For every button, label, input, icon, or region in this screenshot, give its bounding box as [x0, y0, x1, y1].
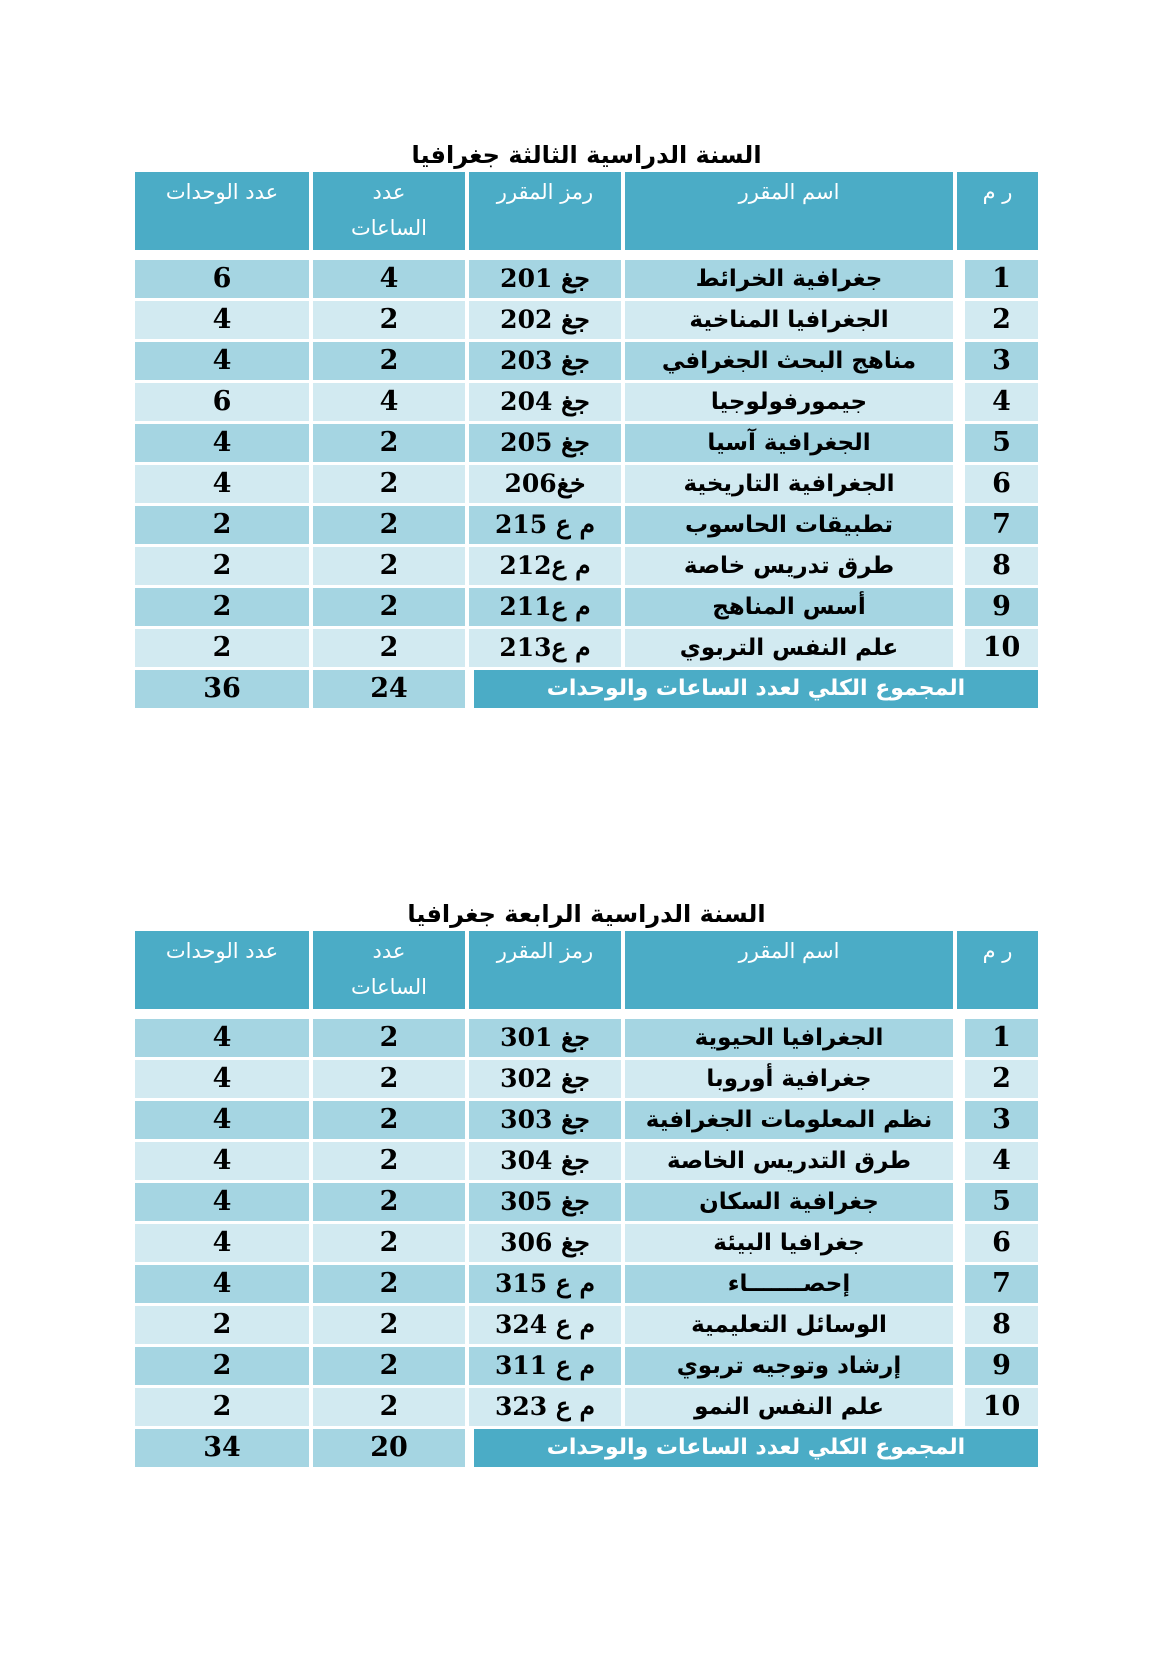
cell-name: الجغرافية آسيا: [625, 424, 953, 462]
header-hours: [313, 172, 465, 250]
cell-num: 1: [965, 260, 1038, 298]
cell-name: إحصـــــــاء: [625, 1265, 953, 1303]
cell-num: 10: [965, 1388, 1038, 1426]
cell-hours: 2: [313, 1347, 465, 1385]
header-num: ر م: [957, 172, 1038, 250]
cell-code: م ع211: [469, 588, 621, 626]
cell-units: 6: [135, 260, 309, 298]
cell-hours: 2: [313, 506, 465, 544]
cell-hours: 2: [313, 301, 465, 339]
cell-name: مناهج البحث الجغرافي: [625, 342, 953, 380]
cell-name: جيمورفولوجيا: [625, 383, 953, 421]
cell-code: جغ 205: [469, 424, 621, 462]
cell-hours: 2: [313, 1306, 465, 1344]
cell-num: 8: [965, 547, 1038, 585]
table-row: [135, 1183, 1038, 1224]
cell-name: أسس المناهج: [625, 588, 953, 626]
cell-hours: 2: [313, 1019, 465, 1057]
cell-name: إرشاد وتوجيه تربوي: [625, 1347, 953, 1385]
cell-units: 4: [135, 465, 309, 503]
cell-units: 6: [135, 383, 309, 421]
header-hours-line2: الساعات: [350, 975, 428, 999]
cell-name: الجغرافيا المناخية: [625, 301, 953, 339]
cell-units: 4: [135, 1265, 309, 1303]
header-units: عدد الوحدات: [135, 172, 309, 250]
table-row: [135, 1101, 1038, 1142]
total-hours: 24: [313, 670, 465, 708]
cell-units: 4: [135, 424, 309, 462]
cell-units: 2: [135, 588, 309, 626]
cell-hours: 2: [313, 1183, 465, 1221]
cell-code: م ع 311: [469, 1347, 621, 1385]
cell-num: 7: [965, 506, 1038, 544]
cell-num: 6: [965, 1224, 1038, 1262]
cell-hours: 2: [313, 342, 465, 380]
cell-name: جغرافية الخرائط: [625, 260, 953, 298]
cell-num: 9: [965, 588, 1038, 626]
table-title: السنة الدراسية الرابعة جغرافيا: [407, 900, 766, 928]
cell-code: جغ 304: [469, 1142, 621, 1180]
cell-code: جغ 301: [469, 1019, 621, 1057]
cell-name: علم النفس التربوي: [625, 629, 953, 667]
table-row: [135, 1142, 1038, 1183]
fourth-year-table: [135, 897, 1038, 1470]
cell-num: 6: [965, 465, 1038, 503]
cell-num: 3: [965, 1101, 1038, 1139]
cell-hours: 2: [313, 1060, 465, 1098]
cell-hours: 2: [313, 424, 465, 462]
table-header: [135, 931, 1038, 1011]
header-hours-line1: عدد: [372, 939, 406, 963]
total-label: المجموع الكلي لعدد الساعات والوحدات: [474, 1429, 1038, 1467]
header-code: رمز المقرر: [469, 931, 621, 1009]
cell-name: طرق تدريس خاصة: [625, 547, 953, 585]
cell-num: 8: [965, 1306, 1038, 1344]
header-hours-line2: الساعات: [350, 216, 428, 240]
cell-units: 4: [135, 1224, 309, 1262]
cell-num: 1: [965, 1019, 1038, 1057]
cell-num: 7: [965, 1265, 1038, 1303]
cell-units: 4: [135, 342, 309, 380]
cell-units: 4: [135, 301, 309, 339]
cell-name: الجغرافيا الحيوية: [625, 1019, 953, 1057]
cell-code: جغ 303: [469, 1101, 621, 1139]
cell-code: جغ 204: [469, 383, 621, 421]
cell-code: م ع 215: [469, 506, 621, 544]
cell-name: جغرافية أوروبا: [625, 1060, 953, 1098]
cell-name: طرق التدريس الخاصة: [625, 1142, 953, 1180]
table-row: [135, 1265, 1038, 1306]
cell-num: 3: [965, 342, 1038, 380]
cell-num: 5: [965, 1183, 1038, 1221]
cell-hours: 2: [313, 1224, 465, 1262]
total-hours: 20: [313, 1429, 465, 1467]
cell-units: 4: [135, 1060, 309, 1098]
cell-units: 4: [135, 1183, 309, 1221]
header-units: عدد الوحدات: [135, 931, 309, 1009]
table-row: [135, 342, 1038, 383]
cell-units: 2: [135, 1347, 309, 1385]
total-units: 34: [135, 1429, 309, 1467]
table-header: [135, 172, 1038, 252]
cell-hours: 2: [313, 1101, 465, 1139]
cell-num: 4: [965, 1142, 1038, 1180]
cell-name: الجغرافية التاريخية: [625, 465, 953, 503]
header-code: رمز المقرر: [469, 172, 621, 250]
cell-code: جغ 306: [469, 1224, 621, 1262]
cell-units: 4: [135, 1101, 309, 1139]
cell-units: 2: [135, 547, 309, 585]
cell-num: 4: [965, 383, 1038, 421]
cell-name: الوسائل التعليمية: [625, 1306, 953, 1344]
table-row: [135, 301, 1038, 342]
table-row: [135, 588, 1038, 629]
header-hours: [313, 931, 465, 1009]
total-units: 36: [135, 670, 309, 708]
cell-num: 10: [965, 629, 1038, 667]
table-row: [135, 1347, 1038, 1388]
cell-code: م ع 324: [469, 1306, 621, 1344]
table-row: [135, 547, 1038, 588]
cell-num: 5: [965, 424, 1038, 462]
table-row: [135, 629, 1038, 670]
cell-hours: 2: [313, 588, 465, 626]
table-title: السنة الدراسية الثالثة جغرافيا: [411, 141, 762, 169]
cell-name: تطبيقات الحاسوب: [625, 506, 953, 544]
cell-units: 2: [135, 1306, 309, 1344]
cell-name: جغرافية السكان: [625, 1183, 953, 1221]
header-name: اسم المقرر: [625, 172, 953, 250]
cell-code: جغ 203: [469, 342, 621, 380]
cell-name: نظم المعلومات الجغرافية: [625, 1101, 953, 1139]
cell-code: جغ 202: [469, 301, 621, 339]
total-label: المجموع الكلي لعدد الساعات والوحدات: [474, 670, 1038, 708]
cell-num: 9: [965, 1347, 1038, 1385]
table-row: [135, 424, 1038, 465]
table-row: [135, 465, 1038, 506]
cell-code: خغ206: [469, 465, 621, 503]
table-row: [135, 383, 1038, 424]
cell-units: 2: [135, 629, 309, 667]
table-row: [135, 260, 1038, 301]
cell-hours: 2: [313, 1265, 465, 1303]
cell-hours: 2: [313, 1142, 465, 1180]
table-row: [135, 1224, 1038, 1265]
cell-num: 2: [965, 1060, 1038, 1098]
cell-num: 2: [965, 301, 1038, 339]
table-row: [135, 1388, 1038, 1429]
total-row: [135, 1429, 1038, 1470]
cell-code: جغ 305: [469, 1183, 621, 1221]
header-name: اسم المقرر: [625, 931, 953, 1009]
cell-hours: 2: [313, 547, 465, 585]
table-row: [135, 1019, 1038, 1060]
cell-units: 4: [135, 1019, 309, 1057]
cell-units: 2: [135, 506, 309, 544]
header-hours-line1: عدد: [372, 180, 406, 204]
cell-code: م ع212: [469, 547, 621, 585]
cell-hours: 2: [313, 465, 465, 503]
cell-code: م ع 315: [469, 1265, 621, 1303]
total-row: [135, 670, 1038, 711]
cell-hours: 2: [313, 629, 465, 667]
cell-hours: 2: [313, 1388, 465, 1426]
cell-code: م ع213: [469, 629, 621, 667]
cell-code: م ع 323: [469, 1388, 621, 1426]
cell-name: جغرافيا البيئة: [625, 1224, 953, 1262]
third-year-table: [135, 138, 1038, 711]
table-row: [135, 1060, 1038, 1101]
cell-code: جغ 201: [469, 260, 621, 298]
cell-name: علم النفس النمو: [625, 1388, 953, 1426]
cell-hours: 4: [313, 383, 465, 421]
header-num: ر م: [957, 931, 1038, 1009]
table-row: [135, 506, 1038, 547]
table-row: [135, 1306, 1038, 1347]
cell-units: 2: [135, 1388, 309, 1426]
cell-code: جغ 302: [469, 1060, 621, 1098]
cell-units: 4: [135, 1142, 309, 1180]
cell-hours: 4: [313, 260, 465, 298]
